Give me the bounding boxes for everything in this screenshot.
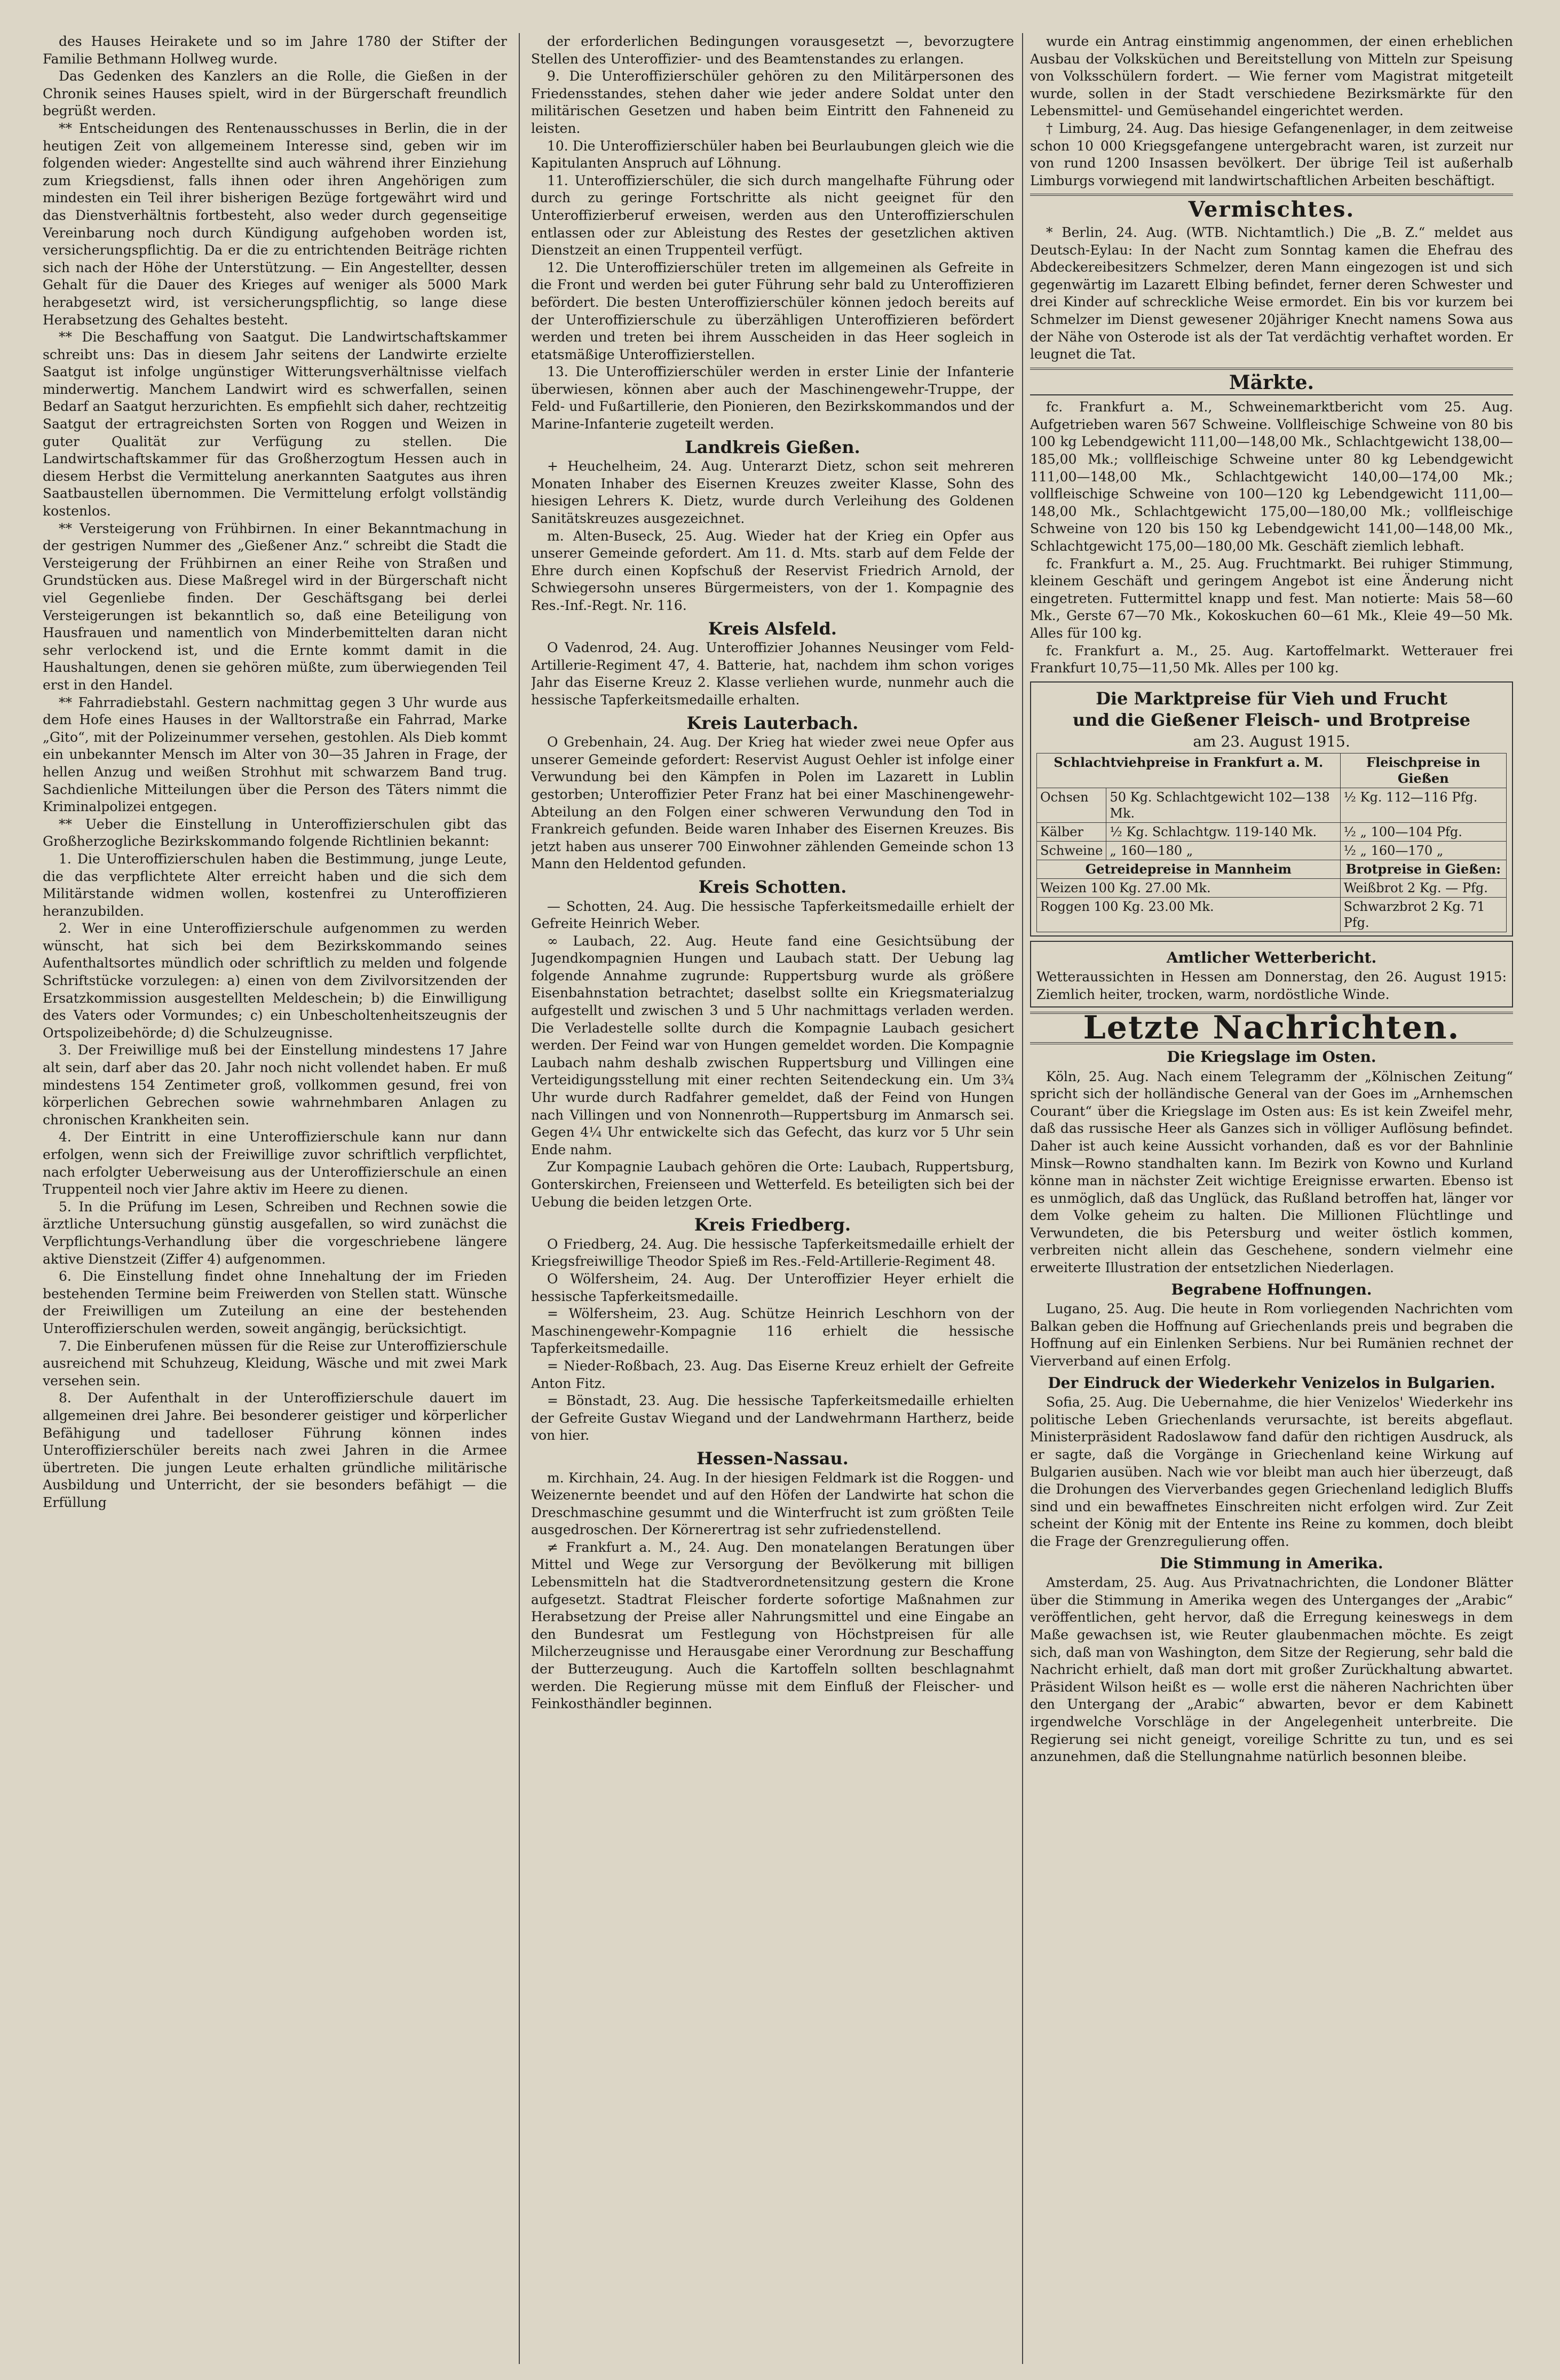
divider (1030, 394, 1513, 395)
table-row (1037, 788, 1507, 822)
price-title: und die Gießener Fleisch- und Brotpreise (1073, 710, 1470, 731)
article-text: Sofia, 25. Aug. Die Uebernahme, die hier Venizelos' Wiederkehr ins politische Leben Griechenlands verursachte, ist bereits abgeflaut. Ministerpräsident Radoslawow fand dafür den richtigen Ausdruck, als er sagte, daß die Vorgänge in Griechenland keine Wirkung auf Bulgarien ausüben. Nach wie vor bleibt man auch hier überzeugt, daß die Drohungen des Vierverbandes gegen Griechenland lediglich Bluffs sind und ein bewaffnetes Einschreiten nicht erfolgen wird. Zur Zeit scheint der König mit der Entente ins Reine zu kommen, doch bleibt die Frage der Grenzregulierung offen. (1030, 1394, 1513, 1549)
price-table (1036, 753, 1507, 932)
article-text: 2. Wer in eine Unteroffizierschule aufgenommen zu werden wünscht, hat sich bei dem Bezirkskommando seines Aufenthaltsortes mündlich oder schriftlich zu melden und folgende Schriftstücke vorzulegen: a) einen von dem Zivilvorsitzenden der Ersatzkommission ausgestellten Meldeschein; b) die Einwilligung des Vaters oder Vormundes; c) ein Unbescholtenheitszeugnis der Ortspolizeibehörde; d) die Schulzeugnisse. (43, 921, 507, 1041)
article-heading: Der Eindruck der Wiederkehr Venizelos in Bulgarien. (1048, 1374, 1495, 1392)
section-heading: Kreis Lauterbach. (686, 712, 859, 733)
table-cell: ½ Kg. 112—116 Pfg. (1340, 788, 1506, 822)
article-text: Das Gedenken des Kanzlers an die Rolle, die Gießen in der Chronik seines Hauses spielt, wird in der Bürgerschaft freundlich begrüßt werden. (43, 68, 507, 119)
article-text: 3. Der Freiwillige muß bei der Einstellung mindestens 17 Jahre alt sein, darf aber das 20. Jahr noch nicht vollendet haben. Er muß mindestens 154 Zentimeter groß, vollkommen gesund, frei von körperlichen Gebrechen sowie wahrnehmbaren Anlagen zu chronischen Krankheiten sein. (43, 1042, 507, 1128)
article-text: der erforderlichen Bedingungen vorausgesetzt —, bevorzugtere Stellen des Unteroffizier- und des Beamtenstandes zu erlangen. (531, 34, 1014, 67)
article-text: † Limburg, 24. Aug. Das hiesige Gefangenenlager, in dem zeitweise schon 10 000 Kriegsgefangene untergebracht waren, ist zurzeit nur von rund 1200 Insassen bevölkert. Der übrige Teil ist außerhalb Limburgs vorwiegend mit landwirtschaftlichen Arbeiten beschäftigt. (1030, 120, 1513, 188)
table-header: Getreidepreise in Mannheim (1037, 860, 1341, 878)
article-text: 4. Der Eintritt in eine Unteroffizierschule kann nur dann erfolgen, wenn sich der Freiwillige zuvor schriftlich verpflichtet, nach erfolgter Ueberweisung aus der Unteroffizierschule an einen Truppenteil noch vier Jahre aktiv im Heere zu dienen. (43, 1129, 507, 1197)
market-text: fc. Frankfurt a. M., Schweinemarktbericht vom 25. Aug. Aufgetrieben waren 567 Schweine. Vollfleischige Schweine von 80 bis 100 kg Lebendgewicht 111,00—148,00 Mk., Schlachtgewicht 138,00—185,00 Mk.; vollfleischige Schweine unter 80 kg Lebendgewicht 111,00—148,00 Mk., Schlachtgewicht 140,00—174,00 Mk.; vollfleischige Schweine von 100—120 kg Lebendgewicht 111,00—148,00 Mk., Schlachtgewicht 175,00—180,00 Mk.; vollfleischige Schweine von 120 bis 150 kg Lebendgewicht 141,00—148,00 Mk., Schlachtgewicht 175,00—180,00 Mk. Geschäft ziemlich lebhaft. (1030, 399, 1513, 554)
table-header: Brotpreise in Gießen: (1340, 860, 1506, 878)
divider (1030, 194, 1513, 196)
article-text: O Grebenhain, 24. Aug. Der Krieg hat wieder zwei neue Opfer aus unserer Gemeinde gefordert: Reservist August Oehler ist infolge einer Verwundung bei den Kämpfen in Polen im Lazarett in Lublin gestorben; Unteroffizier Peter Franz hat bei einer Maschinengewehr-Abteilung an den Folgen einer schweren Verwundung den Tod in Frankreich gefunden. Beide waren Inhaber des Eisernen Kreuzes. Bis jetzt haben aus unserer 700 Einwohner zählenden Gemeinde schon 13 Mann den Heldentod gefunden. (531, 734, 1014, 872)
article-text: des Hauses Heirakete und so im Jahre 1780 der Stifter der Familie Bethmann Hollweg wurde. (43, 34, 507, 67)
article-text: Zur Kompagnie Laubach gehören die Orte: Laubach, Ruppertsburg, Gonterskirchen, Freienseen und Wetterfeld. Es beteiligten sich bei der Uebung die beiden letzgen Orte. (531, 1159, 1014, 1210)
section-heading: Kreis Alsfeld. (708, 618, 837, 639)
article-text: * Berlin, 24. Aug. (WTB. Nichtamtlich.) Die „B. Z.“ meldet aus Deutsch-Eylau: In der Nacht zum Sonntag kamen die Ehefrau des Abdeckereibesitzers Schmelzer, deren Mann eingezogen ist und sich gegenwärtig im Lazarett Elbing befindet, ferner deren Schwester und drei Kinder auf schreckliche Weise ermordet. Ein bis vor kurzem bei Schmelzer im Dienst gewesener 20jähriger Knecht namens Sowa aus der Nähe von Osterode ist als der Tat verdächtig verhaftet worden. Er leugnet die Tat. (1030, 224, 1513, 362)
divider (1030, 368, 1513, 370)
article-text: 8. Der Aufenthalt in der Unteroffizierschule dauert im allgemeinen drei Jahre. Bei besonderer geistiger und körperlicher Befähigung und tadelloser Führung können indes Unteroffizierschüler bereits nach zwei Jahren in die Armee übertreten. Die jungen Leute erhalten gründliche militärische Ausbildung und Unterricht, der sie besonders befähigt — die Erfüllung (43, 1390, 507, 1510)
market-heading: Märkte. (1229, 371, 1314, 394)
price-table-box (1030, 681, 1513, 937)
article-text: = Wölfersheim, 23. Aug. Schütze Heinrich Leschhorn von der Maschinengewehr-Kompagnie 116 erhielt die hessische Tapferkeitsmedaille. (531, 1306, 1014, 1356)
market-subheading: fc. Frankfurt a. M., 25. Aug. Kartoffelmarkt. (1046, 642, 1390, 659)
article-text: ** Ueber die Einstellung in Unteroffizierschulen gibt das Großherzogliche Bezirkskommando folgende Richtlinien bekannt: (43, 816, 507, 850)
column-divider (1022, 33, 1023, 2364)
column-3 (1030, 33, 1513, 2369)
table-cell: „ 160—180 „ (1106, 841, 1340, 860)
table-row (1037, 753, 1507, 788)
table-row (1037, 878, 1507, 897)
weather-text: Wetteraussichten in Hessen am Donnerstag, den 26. August 1915: Ziemlich heiter, trocken, warm, nordöstliche Winde. (1036, 969, 1507, 1002)
article-text: ∞ Laubach, 22. Aug. Heute fand eine Gesichtsübung der Jugendkompagnien Hungen und Laubach statt. Der Uebung lag folgende Annahme zugrunde: Ruppertsburg wurde als größere Eisenbahnstation betrachtet; daselbst sollte ein Kriegsmaterialzug aufgestellt und zwischen 3 und 5 Uhr nachmittags verladen werden. Die Verladestelle sollte durch die Kompagnie Laubach gesichert werden. Der Feind war von Hungen gemeldet worden. Die Kompagnie Laubach nahm deshalb zwischen Ruppertsburg und Villingen eine Verteidigungsstellung mit einer rechten Seitendeckung ein. Um 3¾ Uhr wurde durch Radfahrer gemeldet, daß der Feind von Hungen nach Villingen und von Nonnenroth—Ruppertsburg im Anmarsch sei. Gegen 4¼ Uhr entwickelte sich das Gefecht, das kurz vor 5 Uhr sein Ende nahm. (531, 933, 1014, 1157)
article-text: — Schotten, 24. Aug. Die hessische Tapferkeitsmedaille erhielt der Gefreite Heinrich Weber. (531, 898, 1014, 932)
price-date: am 23. August 1915. (1193, 732, 1350, 750)
article-text: ** Entscheidungen des Rentenausschusses in Berlin, die in der heutigen Zeit von allgemeinem Interesse sind, geben wir im folgenden wieder: Angestellte sind auch während ihrer Einziehung zum Kriegsdienst, falls ihnen oder ihren Angehörigen zum mindesten ein Teil ihrer bisherigen Bezüge fortgewährt wird und das Dienstverhältnis fortbesteht, also weder durch gegenseitige Vereinbarung noch durch Kündigung aufgehoben worden ist, versicherungspflichtig. Da er die zu entrichtenden Beiträge richten sich nach der Höhe der Unterstützung. — Ein Angestellter, dessen Gehalt für die Dauer des Krieges auf weniger als 5000 Mark herabgesetzt wird, ist versicherungspflichtig, so lange diese Herabsetzung des Gehaltes besteht. (43, 120, 507, 328)
article-text: O Wölfersheim, 24. Aug. Der Unteroffizier Heyer erhielt die hessische Tapferkeitsmedaille. (531, 1271, 1014, 1304)
article-text: Köln, 25. Aug. Nach einem Telegramm der „Kölnischen Zeitung“ spricht sich der holländische General van der Goes im „Arnhemschen Courant“ über die Kriegslage im Osten aus: Es ist kein Zweifel mehr, daß das russische Heer als Ganzes sich in völliger Auflösung befindet. Daher ist auch keine Aussicht vorhanden, daß es vor der Bahnlinie Minsk—Rowno standhalten kann. Im Bezirk von Kowno und Kurland könne man in nächster Zeit wichtige Ereignisse erwarten. Ebenso ist es unmöglich, daß das Unglück, das Rußland betroffen hat, länger vor dem Volke geheim zu halten. Die Millionen Flüchtlinge und Verwundeten, die bis Petersburg und weiter östlich kommen, verbreiten nicht allein das Geschehene, sondern vielmehr eine erweiterte Illustration der entsetzlichen Niederlagen. (1030, 1068, 1513, 1276)
article-text: m. Alten-Buseck, 25. Aug. Wieder hat der Krieg ein Opfer aus unserer Gemeinde gefordert. Am 11. d. Mts. starb auf dem Felde der Ehre durch einen Kopfschuß der Reservist Friedrich Arnold, der Schwiegersohn unseres Bürgermeisters, von der 1. Kompagnie des Res.-Inf.-Regt. Nr. 116. (531, 528, 1014, 613)
section-heading: Hessen-Nassau. (696, 1448, 849, 1469)
article-text: 12. Die Unteroffizierschüler treten im allgemeinen als Gefreite in die Front und werden bei guter Führung sehr bald zu Unteroffizieren befördert. Die besten Unteroffizierschüler können jedoch bereits auf der Unteroffizierschule zu überzähligen Unteroffizieren befördert werden und treten bei ihrem Ausscheiden in das Heer sogleich in etatsmäßige Unteroffizierstellen. (531, 259, 1014, 362)
table-row (1037, 822, 1507, 841)
table-cell: Roggen 100 Kg. 23.00 Mk. (1037, 897, 1341, 932)
market-text: fc. Frankfurt a. M., 25. Aug. Fruchtmarkt. Bei ruhiger Stimmung, kleinem Geschäft und geringem Angebot ist eine Änderung nicht eingetreten. Futtermittel knapp und fest. Man notierte: Mais 58—60 Mk., Gerste 67—70 Mk., Kokoskuchen 60—61 Mk., Kleie 49—50 Mk. Alles für 100 kg. (1030, 556, 1513, 641)
article-text: m. Kirchhain, 24. Aug. In der hiesigen Feldmark ist die Roggen- und Weizenernte beendet und auf den Höfen der Landwirte hat schon die Dreschmaschine gesummt und die Winterfrucht ist zum größten Teile ausgedroschen. Der Körnerertrag ist sehr zufriedenstellend. (531, 1470, 1014, 1538)
article-text: 11. Unteroffizierschüler, die sich durch mangelhafte Führung oder durch zu geringe Fortschritte als nicht geeignet für den Unteroffizierberuf erweisen, werden aus den Unteroffizierschulen entlassen oder zur Ableistung des Restes der gesetzlichen aktiven Dienstzeit an einen Truppenteil verfügt. (531, 172, 1014, 258)
table-row (1037, 897, 1507, 932)
table-header: Fleischpreise in Gießen (1340, 753, 1506, 788)
article-text: Amsterdam, 25. Aug. Aus Privatnachrichten, die Londoner Blätter über die Stimmung in Amerika wegen des Unterganges der „Arabic“ veröffentlichen, geht hervor, daß die Erregung keineswegs in dem Maße gewachsen ist, wie Reuter glaubenmachen möchte. Es zeigt sich, daß man von Washington, dem Sitze der Regierung, sehr bald die Nachricht erhielt, daß man dort mit großer Zurückhaltung abwartet. Präsident Wilson heißt es — wolle erst die näheren Nachrichten über den Untergang der „Arabic“ abwarten, bevor er dem Kabinett irgendwelche Vorschläge in der Angelegenheit unterbreite. Die Regierung sei nicht geneigt, voreilige Schritte zu tun, und es sei anzunehmen, daß die Stellungnahme natürlich besonnen bleibe. (1030, 1575, 1513, 1765)
price-title: Die Marktpreise für Vieh und Frucht (1096, 688, 1447, 709)
table-row (1037, 860, 1507, 878)
article-heading: Die Kriegslage im Osten. (1167, 1048, 1376, 1066)
article-text: Lugano, 25. Aug. Die heute in Rom vorliegenden Nachrichten vom Balkan geben die Hoffnung auf Griechenlands preis und begraben die Hoffnung auf ein Einlenken Serbiens. Nur bei Rumänien rechnet der Vierverband auf einen Erfolg. (1030, 1301, 1513, 1369)
article-text: 7. Die Einberufenen müssen für die Reise zur Unteroffizierschule ausreichend mit Schuhzeug, Kleidung, Wäsche und mit zwei Mark versehen sein. (43, 1338, 507, 1389)
table-cell: ½ „ 160—170 „ (1340, 841, 1506, 860)
article-text: + Heuchelheim, 24. Aug. Unterarzt Dietz, schon seit mehreren Monaten Inhaber des Eisernen Kreuzes zweiter Klasse, Sohn des hiesigen Lehrers K. Dietz, wurde durch Verleihung des Goldenen Sanitätskreuzes ausgezeichnet. (531, 458, 1014, 527)
article-text: ** Versteigerung von Frühbirnen. In einer Bekanntmachung in der gestrigen Nummer des „Gießener Anz.“ schreibt die Stadt die Versteigerung der Frühbirnen an einer Reihe von Straßen und Grundstücken aus. Diese Maßregel wird in der Bürgerschaft nicht viel Gegenliebe finden. Der Geschäftsgang bei derlei Versteigerungen ist bekanntlich so, daß eine Beteiligung von Hausfrauen und namentlich von Minderbemittelten daran nicht sehr verlockend ist, und die Ernte kommt damit in die Haushaltungen, denen sie gehören müßte, zum überwiegenden Teil erst in den Handel. (43, 520, 507, 693)
table-cell: 50 Kg. Schlachtgewicht 102—138 Mk. (1106, 788, 1340, 822)
article-text: wurde ein Antrag einstimmig angenommen, der einen erheblichen Ausbau der Volksküchen und Bereitstellung von Mitteln zur Speisung von Volksschülern fordert. — Wie ferner vom Magistrat mitgeteilt wurde, sollen in der Stadt verschiedene Bezirksmärkte für den Lebensmittel- und Gemüsehandel eingerichtet werden. (1030, 34, 1513, 119)
table-cell: Schwarzbrot 2 Kg. 71 Pfg. (1340, 897, 1506, 932)
article-text: ** Fahrradiebstahl. Gestern nachmittag gegen 3 Uhr wurde aus dem Hofe eines Hauses in der Walltorstraße ein Fahrrad, Marke „Gito“, mit der Polizeinummer versehen, gestohlen. Als Dieb kommt ein unbekannter Mensch im Alter von 30—35 Jahren in Frage, der hellen Anzug und weißen Strohhut mit schwarzem Band trug. Sachdienliche Mitteilungen über die Person des Täters nimmt die Kriminalpolizei entgegen. (43, 694, 507, 815)
article-text: 9. Die Unteroffizierschüler gehören zu den Militärpersonen des Friedensstandes, stehen daher wie jeder andere Soldat unter den militärischen Gesetzen und haben beim Eintritt den Fahneneid zu leisten. (531, 68, 1014, 136)
table-cell: Weißbrot 2 Kg. — Pfg. (1340, 878, 1506, 897)
article-heading: Begrabene Hoffnungen. (1171, 1280, 1372, 1298)
article-text: ≠ Frankfurt a. M., 24. Aug. Den monatelangen Beratungen über Mittel und Wege zur Versorgung der Bevölkerung mit billigen Lebensmitteln hat die Stadtverordnetensitzung gestern die Krone aufgesetzt. Stadtrat Fleischer forderte sofortige Maßnahmen zur Herabsetzung der Preise aller Nahrungsmittel und eine Eingabe an den Bundesrat um Festlegung von Höchstpreisen für alle Milcherzeugnisse und Herausgabe einer Verordnung zur Beschaffung der Butterzeugung. Auch die Kartoffeln sollten beschlagnahmt werden. Die Regierung müsse mit dem Einfluß der Fleischer- und Feinkosthändler beginnen. (531, 1539, 1014, 1712)
article-text: O Vadenrod, 24. Aug. Unteroffizier Johannes Neusinger vom Feld-Artillerie-Regiment 47, 4. Batterie, hat, nachdem ihm schon voriges Jahr das Eiserne Kreuz 2. Klasse verliehen wurde, nunmehr auch die hessische Tapferkeitsmedaille erhalten. (531, 640, 1014, 708)
table-cell: ½ „ 100—104 Pfg. (1340, 822, 1506, 841)
table-cell: Schweine (1037, 841, 1106, 860)
article-text: ** Die Beschaffung von Saatgut. Die Landwirtschaftskammer schreibt uns: Das in diesem Jahr seitens der Landwirte erzielte Saatgut ist infolge ungünstiger Witterungsverhältnisse vielfach minderwertig. Manchem Landwirt wird es schwerfallen, seinen Bedarf an Saatgut herzurichten. Es empfiehlt sich daher, rechtzeitig Saatgut der ertragreichsten Sorten von Roggen und Weizen in guter Qualität zur Verfügung zu stellen. Die Landwirtschaftskammer für das Großherzogtum Hessen auch in diesem Herbst die Vermittelung anerkannten Saatgutes aus ihren Saatbaustellen übernommen. Die Vermittelung erfolgt vollständig kostenlos. (43, 329, 507, 519)
section-heading: Landkreis Gießen. (685, 437, 860, 457)
section-heading: Vermischtes. (1188, 197, 1355, 223)
article-text: 13. Die Unteroffizierschüler werden in erster Linie der Infanterie überwiesen, können aber auch der Maschinengewehr-Truppe, der Feld- und Fußartillerie, den Pionieren, den Bezirkskommandos und der Marine-Infanterie zugeteilt werden. (531, 364, 1014, 432)
section-heading: Kreis Schotten. (698, 876, 847, 897)
weather-heading: Amtlicher Wetterbericht. (1166, 948, 1377, 966)
table-row (1037, 841, 1507, 860)
article-text: 10. Die Unteroffizierschüler haben bei Beurlaubungen gleich wie die Kapitulanten Anspruch auf Löhnung. (531, 138, 1014, 171)
article-text: O Friedberg, 24. Aug. Die hessische Tapferkeitsmedaille erhielt der Kriegsfreiwillige Theodor Spieß im Res.-Feld-Artillerie-Regiment 48. (531, 1236, 1014, 1270)
table-header: Schlachtviehpreise in Frankfurt a. M. (1037, 753, 1341, 788)
weather-box (1030, 941, 1513, 1008)
table-cell: Weizen 100 Kg. 27.00 Mk. (1037, 878, 1341, 897)
column-1 (43, 33, 507, 2369)
section-heading: Kreis Friedberg. (694, 1215, 851, 1235)
article-heading: Die Stimmung in Amerika. (1160, 1554, 1383, 1572)
table-cell: Kälber (1037, 822, 1106, 841)
column-2 (531, 33, 1014, 2369)
column-divider (519, 33, 520, 2364)
market-text-body: Wetterauer frei Frankfurt 10,75—11,50 Mk. Alles per 100 kg. (1030, 642, 1513, 676)
table-cell: Ochsen (1037, 788, 1106, 822)
article-text: 6. Die Einstellung findet ohne Innehaltung der im Frieden bestehenden Termine beim Freiwerden von Stellen statt. Wünsche der Freiwilligen um Zuteilung an eine der bestehenden Unteroffizierschulen werden, soweit angängig, berücksichtigt. (43, 1268, 507, 1336)
article-text: = Bönstadt, 23. Aug. Die hessische Tapferkeitsmedaille erhielten der Gefreite Gustav Wiegand und der Landwehrmann Hartherz, beide von hier. (531, 1393, 1014, 1443)
section-heading: Letzte Nachrichten. (1083, 1009, 1460, 1047)
article-text: 5. In die Prüfung im Lesen, Schreiben und Rechnen sowie die ärztliche Untersuchung günstig ausgefallen, so wird zunächst die Verpflichtungs-Verhandlung über die vorgeschriebene längere aktive Dienstzeit (Ziffer 4) aufgenommen. (43, 1199, 507, 1267)
table-cell: ½ Kg. Schlachtgw. 119-140 Mk. (1106, 822, 1340, 841)
market-text (1030, 642, 1513, 677)
article-text: 1. Die Unteroffizierschulen haben die Bestimmung, junge Leute, die das verpflichtete Alter erreicht haben und die sich dem Militärstande widmen wollen, kostenfrei zu Unteroffizieren heranzubilden. (43, 851, 507, 919)
article-text: = Nieder-Roßbach, 23. Aug. Das Eiserne Kreuz erhielt der Gefreite Anton Fitz. (531, 1358, 1014, 1391)
